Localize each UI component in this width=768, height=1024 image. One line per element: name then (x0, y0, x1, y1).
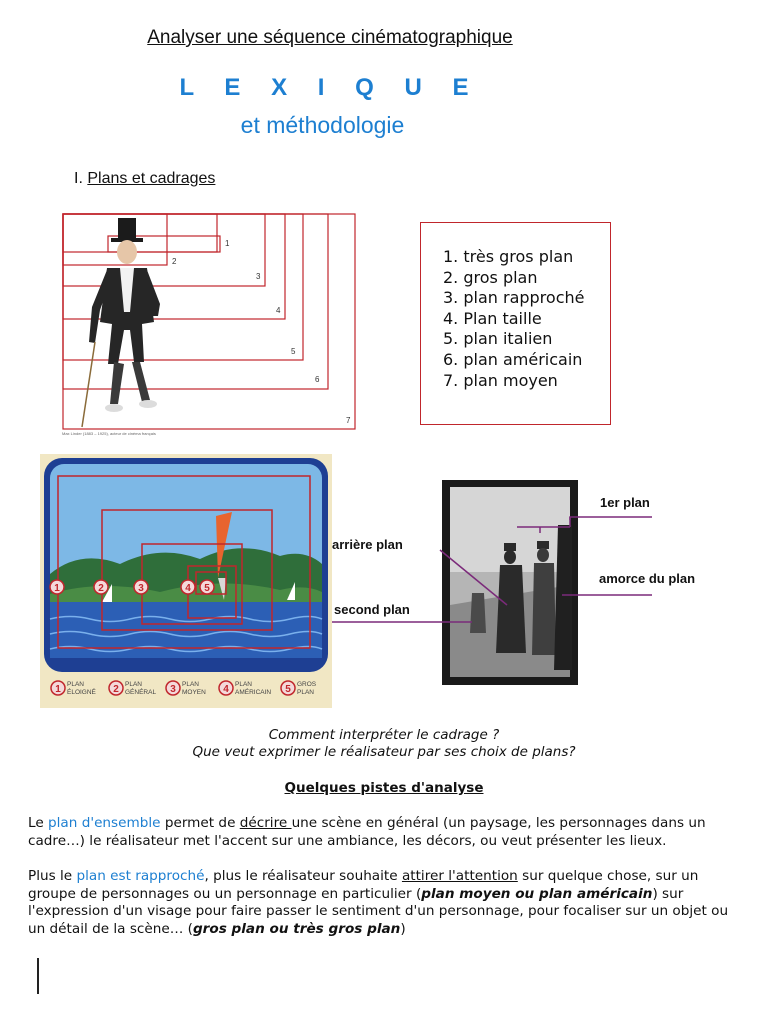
plan-item: 1. très gros plan (443, 247, 574, 266)
figure-caption: Max Linder (1883 – 1925), acteur de cinéma français (62, 431, 156, 436)
svg-text:PLAN: PLAN (182, 681, 199, 688)
margin-cursor (37, 958, 39, 994)
svg-text:PLAN: PLAN (297, 689, 314, 696)
label-premier-plan: 1er plan (600, 495, 650, 510)
svg-text:GÉNÉRAL: GÉNÉRAL (125, 689, 157, 696)
tv-frame-number: 3 (138, 583, 144, 594)
tv-frame-number: 5 (204, 583, 210, 594)
frame-number: 7 (346, 416, 351, 425)
frame-number: 2 (172, 257, 177, 266)
section-number: I. (74, 170, 83, 187)
question-1: Comment interpréter le cadrage ? (268, 727, 500, 743)
pistes-heading: Quelques pistes d'analyse (284, 780, 484, 796)
svg-text:AMÉRICAIN: AMÉRICAIN (235, 689, 272, 696)
lexique-heading: L E X I Q U E (179, 74, 481, 101)
svg-text:GROS: GROS (297, 681, 317, 688)
tv-frame-number: 2 (98, 583, 104, 594)
term-plan-ensemble: plan d'ensemble (48, 815, 161, 831)
svg-text:MOYEN: MOYEN (182, 689, 206, 696)
tv-frame-number: 4 (185, 583, 191, 594)
svg-text:PLAN: PLAN (125, 681, 142, 688)
subtitle: et méthodologie (240, 112, 405, 138)
plan-item: 4. Plan taille (443, 308, 542, 328)
man-illustration (82, 218, 160, 427)
term-gros-plan: gros plan ou très gros plan (192, 920, 401, 937)
frame-number: 1 (225, 239, 230, 248)
tv-frame-number: 1 (54, 583, 60, 594)
frame-3 (63, 214, 265, 286)
question-2: Que veut exprimer le réalisateur par ses choix de plans? (192, 744, 576, 760)
svg-text:3: 3 (170, 684, 176, 695)
svg-text:2: 2 (113, 684, 119, 695)
plan-item: 6. plan américain (443, 349, 583, 369)
svg-text:4: 4 (223, 684, 229, 695)
frame-number: 4 (276, 306, 281, 315)
keyword-attirer-attention: attirer l'attention (401, 868, 518, 884)
label-arriere-plan: arrière plan (332, 537, 403, 552)
paragraph-plan-rapproche: Plus le plan est rapproché, plus le réalisateur souhaite attirer l'attention sur quelque chose, sur un groupe de personnages ou un personnage en particulier (plan moyen ou plan américain) sur l'expression d'un visage pour faire passer le sentiment d'un personnage, pour focaliser sur un objet ou un détail de la scène… (gros plan ou très gros plan) (28, 868, 729, 937)
svg-text:PLAN: PLAN (235, 681, 252, 688)
term-plan-rapproche: plan est rapproché (76, 868, 205, 884)
tv-framing-figure (40, 454, 332, 708)
section-heading (74, 170, 215, 188)
frame-number: 5 (291, 347, 296, 356)
photo-planes-figure (332, 465, 722, 690)
plan-item: 3. plan rapproché (443, 288, 585, 308)
frame-1 (63, 214, 217, 252)
frame-number: 3 (256, 272, 261, 281)
label-second-plan: second plan (334, 602, 410, 617)
svg-text:1: 1 (55, 684, 61, 695)
analysis-questions (0, 727, 768, 761)
plan-item: 7. plan moyen (443, 370, 558, 390)
plan-item: 2. gros plan (443, 267, 538, 287)
label-amorce-du-plan: amorce du plan (599, 571, 696, 586)
plans-legend-box (420, 222, 611, 425)
document-title: Analyser une séquence cinématographique (147, 27, 513, 48)
frame-number: 6 (315, 375, 320, 384)
paragraph-plan-ensemble: Le plan d'ensemble permet de décrire une scène en général (un paysage, les personnages dans un cadre…) le réalisateur met l'accent sur une ambiance, les décors, ou veut présenter les lieux. (28, 815, 706, 849)
plans-list (443, 247, 584, 391)
keyword-decrire: décrire (239, 815, 292, 831)
shot-framing-figure (62, 212, 362, 437)
svg-text:PLAN: PLAN (67, 681, 84, 688)
term-plan-moyen-americain: plan moyen ou plan américain (421, 885, 653, 902)
svg-text:ÉLOIGNÉ: ÉLOIGNÉ (67, 689, 96, 696)
tv-legend-item (281, 681, 317, 696)
plan-item: 5. plan italien (443, 329, 553, 349)
svg-text:5: 5 (285, 684, 291, 695)
section-title: Plans et cadrages (87, 170, 216, 187)
